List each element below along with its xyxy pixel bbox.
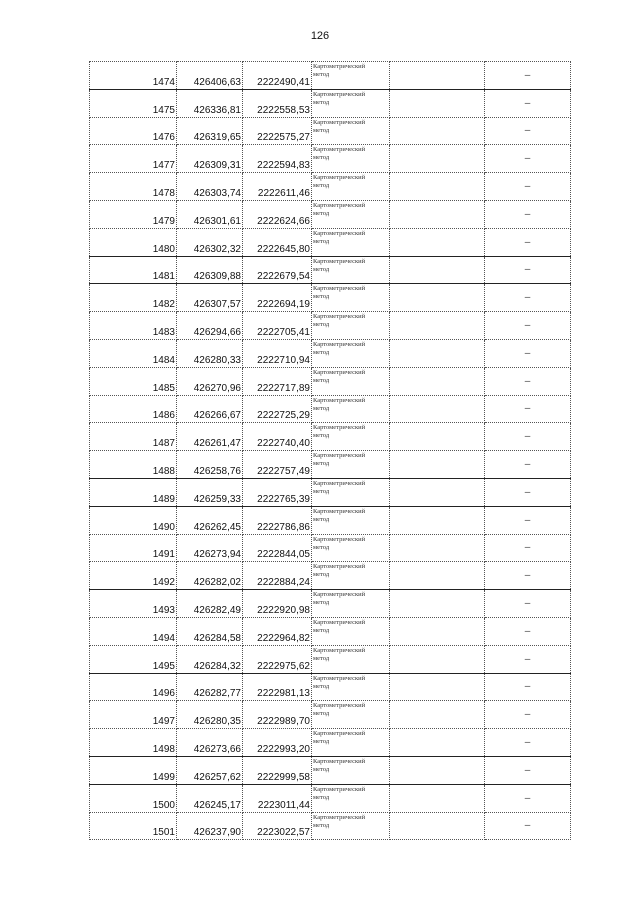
coordinate-x: 426257,62 [177, 756, 243, 784]
table-row [90, 451, 571, 479]
empty-cell [390, 673, 485, 701]
point-number: 1474 [90, 62, 177, 90]
point-number: 1484 [90, 339, 177, 367]
method-cell: Картометрический метод [312, 478, 390, 506]
point-number: 1479 [90, 200, 177, 228]
empty-cell [390, 701, 485, 729]
coordinate-y: 2223022,57 [243, 812, 312, 840]
method-cell: Картометрический метод [312, 256, 390, 284]
coordinate-y: 2222740,40 [243, 423, 312, 451]
dash-cell: – [485, 812, 571, 840]
method-cell: Картометрический метод [312, 729, 390, 757]
dash-cell: – [485, 256, 571, 284]
dash-cell: – [485, 756, 571, 784]
dash-cell: – [485, 451, 571, 479]
empty-cell [390, 812, 485, 840]
coordinate-x: 426266,67 [177, 395, 243, 423]
empty-cell [390, 117, 485, 145]
coordinate-y: 2222594,83 [243, 145, 312, 173]
dash-cell: – [485, 617, 571, 645]
coordinate-x: 426280,33 [177, 339, 243, 367]
empty-cell [390, 367, 485, 395]
empty-cell [390, 284, 485, 312]
empty-cell [390, 173, 485, 201]
point-number: 1487 [90, 423, 177, 451]
coordinate-y: 2223011,44 [243, 784, 312, 812]
empty-cell [390, 312, 485, 340]
coordinate-y: 2222694,19 [243, 284, 312, 312]
coordinate-y: 2222679,54 [243, 256, 312, 284]
coordinate-y: 2222558,53 [243, 89, 312, 117]
method-cell: Картометрический метод [312, 312, 390, 340]
coordinate-x: 426273,94 [177, 534, 243, 562]
point-number: 1489 [90, 478, 177, 506]
method-cell: Картометрический метод [312, 284, 390, 312]
table-row [90, 284, 571, 312]
coordinate-y: 2222705,41 [243, 312, 312, 340]
table-row [90, 312, 571, 340]
coordinate-x: 426262,45 [177, 506, 243, 534]
point-number: 1490 [90, 506, 177, 534]
dash-cell: – [485, 62, 571, 90]
empty-cell [390, 423, 485, 451]
point-number: 1492 [90, 562, 177, 590]
method-cell: Картометрический метод [312, 784, 390, 812]
dash-cell: – [485, 339, 571, 367]
coordinate-y: 2222710,94 [243, 339, 312, 367]
point-number: 1480 [90, 228, 177, 256]
dash-cell: – [485, 423, 571, 451]
method-cell: Картометрический метод [312, 701, 390, 729]
method-cell: Картометрический метод [312, 506, 390, 534]
point-number: 1499 [90, 756, 177, 784]
coordinate-y: 2222981,13 [243, 673, 312, 701]
dash-cell: – [485, 590, 571, 618]
dash-cell: – [485, 228, 571, 256]
dash-cell: – [485, 701, 571, 729]
coordinate-y: 2222884,24 [243, 562, 312, 590]
coordinate-x: 426261,47 [177, 423, 243, 451]
point-number: 1481 [90, 256, 177, 284]
coordinate-x: 426303,74 [177, 173, 243, 201]
dash-cell: – [485, 506, 571, 534]
point-number: 1477 [90, 145, 177, 173]
point-number: 1483 [90, 312, 177, 340]
point-number: 1482 [90, 284, 177, 312]
table-row [90, 173, 571, 201]
table-row [90, 423, 571, 451]
point-number: 1497 [90, 701, 177, 729]
table-row [90, 256, 571, 284]
dash-cell: – [485, 145, 571, 173]
coordinate-x: 426301,61 [177, 200, 243, 228]
method-cell: Картометрический метод [312, 89, 390, 117]
dash-cell: – [485, 312, 571, 340]
dash-cell: – [485, 284, 571, 312]
table-row [90, 534, 571, 562]
method-cell: Картометрический метод [312, 62, 390, 90]
coordinate-x: 426258,76 [177, 451, 243, 479]
method-cell: Картометрический метод [312, 673, 390, 701]
table-row [90, 117, 571, 145]
empty-cell [390, 617, 485, 645]
table-row [90, 756, 571, 784]
dash-cell: – [485, 534, 571, 562]
coordinate-y: 2222964,82 [243, 617, 312, 645]
dash-cell: – [485, 562, 571, 590]
coordinate-x: 426282,02 [177, 562, 243, 590]
coordinate-x: 426282,49 [177, 590, 243, 618]
table-row [90, 339, 571, 367]
coordinates-table-body [90, 62, 571, 840]
coordinate-x: 426280,35 [177, 701, 243, 729]
coordinate-x: 426294,66 [177, 312, 243, 340]
table-row [90, 701, 571, 729]
coordinate-y: 2222844,05 [243, 534, 312, 562]
empty-cell [390, 145, 485, 173]
point-number: 1495 [90, 645, 177, 673]
coordinate-x: 426309,31 [177, 145, 243, 173]
coordinate-x: 426237,90 [177, 812, 243, 840]
coordinate-y: 2222999,58 [243, 756, 312, 784]
empty-cell [390, 478, 485, 506]
method-cell: Картометрический метод [312, 200, 390, 228]
table-row [90, 562, 571, 590]
method-cell: Картометрический метод [312, 339, 390, 367]
dash-cell: – [485, 645, 571, 673]
method-cell: Картометрический метод [312, 173, 390, 201]
method-cell: Картометрический метод [312, 562, 390, 590]
empty-cell [390, 562, 485, 590]
method-cell: Картометрический метод [312, 617, 390, 645]
dash-cell: – [485, 367, 571, 395]
coordinate-y: 2222575,27 [243, 117, 312, 145]
table-row [90, 89, 571, 117]
empty-cell [390, 62, 485, 90]
table-row [90, 673, 571, 701]
empty-cell [390, 756, 485, 784]
dash-cell: – [485, 89, 571, 117]
coordinate-x: 426270,96 [177, 367, 243, 395]
method-cell: Картометрический метод [312, 451, 390, 479]
table-row [90, 395, 571, 423]
empty-cell [390, 590, 485, 618]
coordinate-y: 2222786,86 [243, 506, 312, 534]
coordinate-x: 426273,66 [177, 729, 243, 757]
empty-cell [390, 200, 485, 228]
empty-cell [390, 339, 485, 367]
dash-cell: – [485, 784, 571, 812]
coordinate-x: 426307,57 [177, 284, 243, 312]
method-cell: Картометрический метод [312, 117, 390, 145]
table-row [90, 228, 571, 256]
coordinate-x: 426284,58 [177, 617, 243, 645]
coordinate-x: 426245,17 [177, 784, 243, 812]
coordinate-y: 2222645,80 [243, 228, 312, 256]
coordinate-y: 2222490,41 [243, 62, 312, 90]
point-number: 1491 [90, 534, 177, 562]
table-row [90, 729, 571, 757]
coordinate-x: 426282,77 [177, 673, 243, 701]
table-row [90, 784, 571, 812]
empty-cell [390, 451, 485, 479]
empty-cell [390, 506, 485, 534]
coordinate-y: 2222920,98 [243, 590, 312, 618]
method-cell: Картометрический метод [312, 145, 390, 173]
empty-cell [390, 228, 485, 256]
empty-cell [390, 784, 485, 812]
coordinate-x: 426406,63 [177, 62, 243, 90]
empty-cell [390, 256, 485, 284]
table-row [90, 478, 571, 506]
dash-cell: – [485, 478, 571, 506]
method-cell: Картометрический метод [312, 395, 390, 423]
table-row [90, 617, 571, 645]
point-number: 1498 [90, 729, 177, 757]
coordinate-y: 2222765,39 [243, 478, 312, 506]
empty-cell [390, 729, 485, 757]
point-number: 1476 [90, 117, 177, 145]
table-row [90, 812, 571, 840]
point-number: 1486 [90, 395, 177, 423]
point-number: 1501 [90, 812, 177, 840]
table-row [90, 200, 571, 228]
coordinate-y: 2222975,62 [243, 645, 312, 673]
point-number: 1494 [90, 617, 177, 645]
empty-cell [390, 645, 485, 673]
method-cell: Картометрический метод [312, 590, 390, 618]
table-row [90, 645, 571, 673]
table-row [90, 367, 571, 395]
table-row [90, 506, 571, 534]
coordinate-y: 2222717,89 [243, 367, 312, 395]
point-number: 1478 [90, 173, 177, 201]
dash-cell: – [485, 200, 571, 228]
method-cell: Картометрический метод [312, 645, 390, 673]
dash-cell: – [485, 729, 571, 757]
method-cell: Картометрический метод [312, 228, 390, 256]
dash-cell: – [485, 173, 571, 201]
empty-cell [390, 89, 485, 117]
method-cell: Картометрический метод [312, 756, 390, 784]
page-number: 126 [310, 30, 330, 42]
empty-cell [390, 395, 485, 423]
dash-cell: – [485, 117, 571, 145]
coordinate-x: 426259,33 [177, 478, 243, 506]
point-number: 1475 [90, 89, 177, 117]
method-cell: Картометрический метод [312, 534, 390, 562]
method-cell: Картометрический метод [312, 812, 390, 840]
coordinate-y: 2222725,29 [243, 395, 312, 423]
coordinate-x: 426309,88 [177, 256, 243, 284]
table-row [90, 590, 571, 618]
coordinate-y: 2222993,20 [243, 729, 312, 757]
coordinate-y: 2222757,49 [243, 451, 312, 479]
method-cell: Картометрический метод [312, 367, 390, 395]
coordinate-x: 426336,81 [177, 89, 243, 117]
method-cell: Картометрический метод [312, 423, 390, 451]
table-row [90, 62, 571, 90]
point-number: 1500 [90, 784, 177, 812]
point-number: 1493 [90, 590, 177, 618]
empty-cell [390, 534, 485, 562]
coordinates-table [89, 61, 571, 840]
dash-cell: – [485, 395, 571, 423]
point-number: 1485 [90, 367, 177, 395]
point-number: 1488 [90, 451, 177, 479]
coordinate-y: 2222989,70 [243, 701, 312, 729]
coordinate-y: 2222611,46 [243, 173, 312, 201]
coordinate-y: 2222624,66 [243, 200, 312, 228]
coordinate-x: 426302,32 [177, 228, 243, 256]
point-number: 1496 [90, 673, 177, 701]
dash-cell: – [485, 673, 571, 701]
table-row [90, 145, 571, 173]
coordinate-x: 426284,32 [177, 645, 243, 673]
coordinate-x: 426319,65 [177, 117, 243, 145]
